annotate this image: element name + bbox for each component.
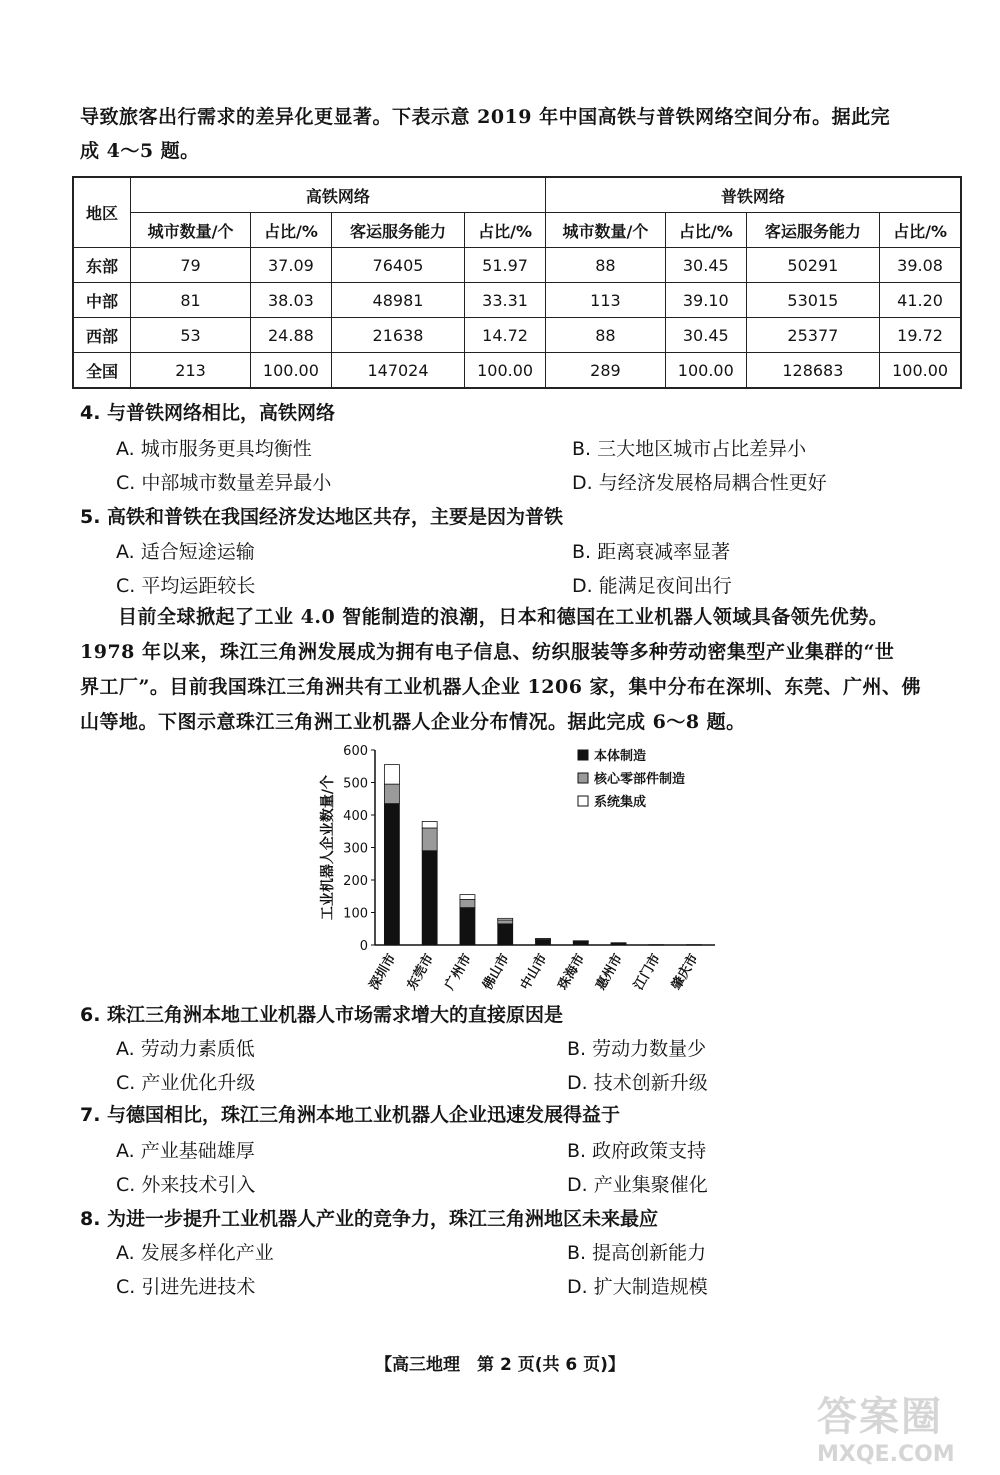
bar-segment bbox=[460, 908, 475, 945]
region-header: 地区 bbox=[73, 177, 131, 248]
table-row bbox=[73, 318, 961, 353]
table-cell: 41.20 bbox=[880, 283, 961, 318]
table-cell: 21638 bbox=[331, 318, 465, 353]
table-row bbox=[73, 248, 961, 283]
subheader: 占比/% bbox=[665, 213, 746, 248]
table-cell: 113 bbox=[545, 283, 665, 318]
hsr-group-header: 高铁网络 bbox=[131, 177, 546, 213]
robot-enterprise-chart bbox=[300, 735, 740, 1005]
intro-line-2: 成 4～5 题。 bbox=[80, 140, 200, 162]
subheader: 城市数量/个 bbox=[545, 213, 665, 248]
bar-segment bbox=[422, 822, 437, 829]
bar-segment bbox=[498, 920, 513, 924]
subheader: 占比/% bbox=[880, 213, 961, 248]
q4-option-b[interactable]: B. 三大地区城市占比差异小 bbox=[572, 438, 807, 460]
bar-segment bbox=[498, 918, 513, 920]
legend-label: 本体制造 bbox=[594, 749, 647, 764]
passage-line-3: 界工厂”。目前我国珠江三角洲共有工业机器人企业 1206 家，集中分布在深圳、东莞、广州、佛 bbox=[80, 676, 922, 698]
table-cell: 14.72 bbox=[465, 318, 546, 353]
table-cell: 100.00 bbox=[665, 353, 746, 389]
y-tick-label: 100 bbox=[343, 906, 368, 922]
subheader: 占比/% bbox=[251, 213, 332, 248]
q7-option-b[interactable]: B. 政府政策支持 bbox=[567, 1140, 707, 1162]
q7-option-c[interactable]: C. 外来技术引入 bbox=[116, 1174, 256, 1196]
bar-segment bbox=[573, 941, 588, 942]
x-tick-label: 肇庆市 bbox=[669, 951, 702, 993]
bar-segment bbox=[384, 765, 399, 785]
bar-segment bbox=[687, 945, 702, 946]
x-tick-label: 深圳市 bbox=[366, 951, 400, 993]
legend-label: 核心零部件制造 bbox=[594, 772, 686, 787]
table-cell: 51.97 bbox=[465, 248, 546, 283]
bar-segment bbox=[536, 940, 551, 945]
rail-group-header: 普铁网络 bbox=[545, 177, 961, 213]
table-cell: 30.45 bbox=[665, 318, 746, 353]
bar-segment bbox=[536, 939, 551, 940]
passage-robots bbox=[80, 600, 965, 740]
q8-option-b[interactable]: B. 提高创新能力 bbox=[567, 1242, 707, 1264]
q6-option-a[interactable]: A. 劳动力素质低 bbox=[116, 1038, 255, 1060]
table-cell: 79 bbox=[131, 248, 251, 283]
table-cell: 38.03 bbox=[251, 283, 332, 318]
table-cell: 147024 bbox=[331, 353, 465, 389]
q4-option-d[interactable]: D. 与经济发展格局耦合性更好 bbox=[572, 472, 827, 494]
q8-option-d[interactable]: D. 扩大制造规模 bbox=[567, 1276, 708, 1298]
q6-option-c[interactable]: C. 产业优化升级 bbox=[116, 1072, 256, 1094]
q5-stem: 5. 高铁和普铁在我国经济发达地区共存，主要是因为普铁 bbox=[80, 506, 564, 528]
watermark-url: MXQE.COM bbox=[817, 1442, 955, 1467]
bar-segment bbox=[460, 895, 475, 900]
table-cell: 88 bbox=[545, 318, 665, 353]
bar-segment bbox=[649, 945, 664, 946]
bar-segment bbox=[422, 851, 437, 945]
table-cell: 100.00 bbox=[465, 353, 546, 389]
x-tick-label: 江门市 bbox=[631, 951, 664, 993]
q5-option-c[interactable]: C. 平均运距较长 bbox=[116, 575, 256, 597]
intro-paragraph bbox=[80, 100, 965, 168]
legend-swatch bbox=[578, 773, 588, 783]
table-cell: 33.31 bbox=[465, 283, 546, 318]
y-tick-label: 500 bbox=[343, 776, 368, 792]
watermark bbox=[817, 1385, 982, 1465]
subheader: 占比/% bbox=[465, 213, 546, 248]
table-cell: 25377 bbox=[746, 318, 880, 353]
bar-segment bbox=[498, 924, 513, 945]
passage-line-4: 山等地。下图示意珠江三角洲工业机器人企业分布情况。据此完成 6～8 题。 bbox=[80, 711, 746, 733]
x-tick-label: 惠州市 bbox=[593, 951, 627, 993]
table-cell: 81 bbox=[131, 283, 251, 318]
table-cell: 东部 bbox=[73, 248, 131, 283]
table-header-row bbox=[73, 177, 961, 213]
q8-option-a[interactable]: A. 发展多样化产业 bbox=[116, 1242, 274, 1264]
page-footer: 【高三地理 第 2 页(共 6 页)】 bbox=[375, 1355, 625, 1375]
table-cell: 53015 bbox=[746, 283, 880, 318]
y-tick-label: 600 bbox=[343, 744, 368, 759]
bar-segment bbox=[611, 943, 626, 944]
q6-option-d[interactable]: D. 技术创新升级 bbox=[567, 1072, 708, 1094]
bar-segment bbox=[384, 784, 399, 804]
q5-option-a[interactable]: A. 适合短途运输 bbox=[116, 541, 255, 563]
watermark-logo: 答案圈 bbox=[817, 1393, 943, 1440]
table-subheader-row bbox=[73, 213, 961, 248]
q4-option-a[interactable]: A. 城市服务更具均衡性 bbox=[116, 438, 312, 460]
table-cell: 西部 bbox=[73, 318, 131, 353]
legend-label: 系统集成 bbox=[594, 795, 647, 810]
table-cell: 213 bbox=[131, 353, 251, 389]
y-tick-label: 300 bbox=[343, 841, 368, 857]
q5-option-b[interactable]: B. 距离衰减率显著 bbox=[572, 541, 731, 563]
bar-segment bbox=[384, 804, 399, 945]
subheader: 客运服务能力 bbox=[331, 213, 465, 248]
table-cell: 128683 bbox=[746, 353, 880, 389]
table-cell: 30.45 bbox=[665, 248, 746, 283]
table-cell: 76405 bbox=[331, 248, 465, 283]
y-tick-label: 0 bbox=[359, 939, 368, 954]
legend-swatch bbox=[578, 796, 588, 806]
q6-option-b[interactable]: B. 劳动力数量少 bbox=[567, 1038, 707, 1060]
legend-swatch bbox=[578, 750, 588, 760]
bar-segment bbox=[460, 900, 475, 908]
table-cell: 50291 bbox=[746, 248, 880, 283]
q4-option-c[interactable]: C. 中部城市数量差异最小 bbox=[116, 472, 332, 494]
table-cell: 39.08 bbox=[880, 248, 961, 283]
y-tick-label: 400 bbox=[343, 809, 368, 824]
x-tick-label: 东莞市 bbox=[404, 951, 438, 993]
table-cell: 88 bbox=[545, 248, 665, 283]
table-cell: 48981 bbox=[331, 283, 465, 318]
q7-stem: 7. 与德国相比，珠江三角洲本地工业机器人企业迅速发展得益于 bbox=[80, 1104, 621, 1126]
rail-network-table bbox=[72, 176, 962, 389]
intro-line-1: 导致旅客出行需求的差异化更显著。下表示意 2019 年中国高铁与普铁网络空间分布。据此完 bbox=[80, 106, 891, 128]
table-cell: 100.00 bbox=[880, 353, 961, 389]
y-axis-title: 工业机器人企业数量/个 bbox=[320, 774, 336, 921]
table-cell: 全国 bbox=[73, 353, 131, 389]
table-row bbox=[73, 283, 961, 318]
passage-line-1: 目前全球掀起了工业 4.0 智能制造的浪潮，日本和德国在工业机器人领域具备领先优势。 bbox=[118, 606, 889, 628]
table-cell: 39.10 bbox=[665, 283, 746, 318]
subheader: 客运服务能力 bbox=[746, 213, 880, 248]
x-tick-label: 广州市 bbox=[442, 951, 475, 993]
q6-stem: 6. 珠江三角洲本地工业机器人市场需求增大的直接原因是 bbox=[80, 1004, 564, 1026]
bar-segment bbox=[422, 828, 437, 851]
q8-option-c[interactable]: C. 引进先进技术 bbox=[116, 1276, 256, 1298]
q4-stem: 4. 与普铁网络相比，高铁网络 bbox=[80, 402, 336, 424]
table-cell: 37.09 bbox=[251, 248, 332, 283]
table-row bbox=[73, 353, 961, 389]
subheader: 城市数量/个 bbox=[131, 213, 251, 248]
x-tick-label: 珠海市 bbox=[555, 951, 589, 993]
q7-option-a[interactable]: A. 产业基础雄厚 bbox=[116, 1140, 255, 1162]
table-cell: 289 bbox=[545, 353, 665, 389]
table-cell: 24.88 bbox=[251, 318, 332, 353]
bar-segment bbox=[573, 942, 588, 945]
y-tick-label: 200 bbox=[343, 874, 368, 889]
table-cell: 中部 bbox=[73, 283, 131, 318]
q5-option-d[interactable]: D. 能满足夜间出行 bbox=[572, 575, 732, 597]
table-cell: 19.72 bbox=[880, 318, 961, 353]
x-tick-label: 佛山市 bbox=[480, 951, 513, 993]
table-cell: 100.00 bbox=[251, 353, 332, 389]
table-cell: 53 bbox=[131, 318, 251, 353]
q7-option-d[interactable]: D. 产业集聚催化 bbox=[567, 1174, 708, 1196]
x-tick-label: 中山市 bbox=[517, 951, 551, 993]
passage-line-2: 1978 年以来，珠江三角洲发展成为拥有电子信息、纺织服装等多种劳动密集型产业集群的“世 bbox=[80, 641, 895, 663]
q8-stem: 8. 为进一步提升工业机器人产业的竞争力，珠江三角洲地区未来最应 bbox=[80, 1208, 659, 1230]
